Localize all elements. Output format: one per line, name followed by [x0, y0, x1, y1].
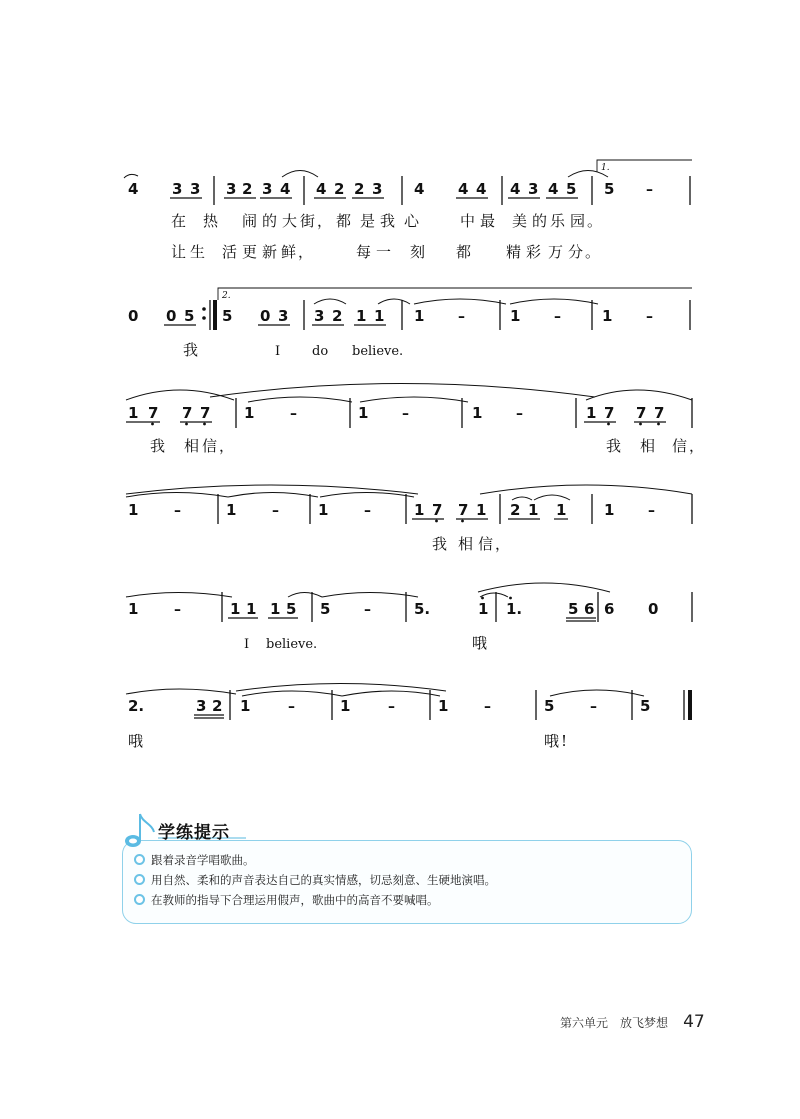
note: 7 — [636, 404, 647, 422]
low-octave-dot — [657, 423, 660, 426]
tie — [534, 495, 570, 500]
lyric: 我 — [606, 437, 624, 455]
note: 4 — [476, 180, 487, 198]
lyric: 哦! — [544, 732, 570, 750]
score-system-1 — [124, 160, 692, 261]
tie — [360, 397, 468, 402]
note-dash: – — [590, 699, 597, 715]
bullet-icon — [134, 854, 145, 865]
slur — [512, 497, 532, 500]
note-dash: – — [174, 503, 181, 519]
slur — [480, 485, 692, 494]
lyric: 闹 — [242, 212, 260, 230]
note: 1 — [246, 600, 257, 618]
lyric: 我 — [150, 437, 168, 455]
lyric: 信， — [672, 437, 707, 455]
note: 5 — [544, 697, 555, 715]
lyric: 分。 — [568, 243, 603, 261]
note: 3 — [262, 180, 273, 198]
note: 1 — [128, 501, 139, 519]
lyric: 都 — [336, 212, 354, 230]
lyric: 最 — [480, 212, 498, 230]
lyric: 生 — [190, 243, 208, 261]
note: 7 — [604, 404, 615, 422]
page-footer — [560, 1012, 705, 1032]
note-dash: – — [648, 503, 655, 519]
note: 5 — [604, 180, 615, 198]
tie — [288, 593, 322, 598]
note: 5 — [184, 307, 195, 325]
note: 7 — [182, 404, 193, 422]
lyric: 乐 — [550, 212, 568, 230]
lyric: 都 — [456, 243, 474, 261]
note-dash: – — [646, 182, 653, 198]
note: 7 — [432, 501, 443, 519]
note: 6 — [604, 600, 615, 618]
repeat-dot — [202, 316, 206, 320]
score-system-4 — [126, 485, 692, 553]
tie — [242, 691, 342, 696]
note: 5 — [320, 600, 331, 618]
note: 1 — [414, 307, 425, 325]
lyric: 在 — [171, 212, 189, 230]
note: 1 — [128, 600, 139, 618]
note: 1 — [528, 501, 539, 519]
tie — [320, 493, 414, 498]
note: 0 — [260, 307, 271, 325]
tips-title: 学练提示 — [158, 823, 230, 843]
tie — [322, 593, 418, 598]
lyric: believe. — [266, 637, 318, 652]
lyric: 每 — [356, 243, 374, 261]
low-octave-dot — [203, 423, 206, 426]
note: 1 — [586, 404, 597, 422]
note: 1 — [604, 501, 615, 519]
note: 3 — [196, 697, 207, 715]
note: 4 — [128, 180, 139, 198]
slur — [314, 299, 346, 304]
volta-label: 1. — [601, 163, 610, 173]
note: 4 — [548, 180, 559, 198]
note: 5 — [222, 307, 233, 325]
note: 4 — [414, 180, 425, 198]
lyric: 新 — [262, 243, 280, 261]
note: 1 — [556, 501, 567, 519]
tie — [480, 593, 508, 597]
volta-label: 2. — [222, 291, 231, 301]
bullet-icon — [134, 874, 145, 885]
lyric: 相 — [640, 437, 658, 455]
note-dash: – — [458, 309, 465, 325]
note: 5 — [568, 600, 579, 618]
note: 2 — [332, 307, 343, 325]
tie — [342, 691, 440, 696]
tie — [248, 397, 352, 402]
tie — [510, 299, 598, 304]
tie — [378, 299, 410, 304]
note: 1 — [438, 697, 449, 715]
lyric: 一 — [376, 243, 394, 261]
note-dash: – — [388, 699, 395, 715]
lyric: 信， — [478, 535, 513, 553]
note: 1 — [602, 307, 613, 325]
unit-title: 第六单元 放飞梦想 — [560, 1016, 669, 1030]
lyric: 更 — [242, 243, 260, 261]
lyric: 鲜， — [281, 243, 316, 261]
note-dash: – — [646, 309, 653, 325]
repeat-dot — [202, 307, 206, 311]
note: 1 — [374, 307, 385, 325]
lyric: 中 — [460, 212, 478, 230]
note-dash: – — [554, 309, 561, 325]
lyric: 让 — [171, 243, 189, 261]
slur — [236, 684, 446, 692]
note: 3 — [190, 180, 201, 198]
low-octave-dot — [185, 423, 188, 426]
note: 4 — [280, 180, 291, 198]
note: 2 — [510, 501, 521, 519]
note-dash: – — [484, 699, 491, 715]
note-dash: – — [288, 699, 295, 715]
note: 1 — [226, 501, 237, 519]
lyric: 的 — [262, 212, 280, 230]
lyric: I — [244, 637, 250, 652]
note: 5 — [286, 600, 297, 618]
note: 1 — [244, 404, 255, 422]
tie — [228, 493, 318, 498]
note-dash: – — [364, 503, 371, 519]
volta-bracket — [218, 288, 692, 300]
tie — [550, 690, 644, 696]
note: 7 — [654, 404, 665, 422]
note-dash: – — [272, 503, 279, 519]
low-octave-dot — [607, 423, 610, 426]
lyric: I — [275, 344, 281, 359]
note: 1 — [476, 501, 487, 519]
score-system-6 — [126, 684, 690, 751]
note: 1 — [510, 307, 521, 325]
slur — [478, 583, 610, 592]
lyric: 是 — [360, 212, 378, 230]
page-number: 47 — [683, 1012, 705, 1032]
lyric: 心 — [404, 212, 422, 230]
note: 1 — [230, 600, 241, 618]
tip-item — [134, 870, 496, 890]
note: 5 — [566, 180, 577, 198]
note: 4 — [316, 180, 327, 198]
note-dash: – — [402, 406, 409, 422]
volta-bracket — [597, 160, 692, 172]
high-octave-dot — [509, 597, 512, 600]
note: 5. — [414, 600, 431, 618]
note-dash: – — [174, 602, 181, 618]
note: 2 — [212, 697, 223, 715]
note: 1 — [472, 404, 483, 422]
note: 1 — [478, 600, 489, 618]
note: 2 — [334, 180, 345, 198]
note: 3 — [172, 180, 183, 198]
note: 2 — [354, 180, 365, 198]
note-dash: – — [516, 406, 523, 422]
note: 3 — [314, 307, 325, 325]
note: 1 — [358, 404, 369, 422]
lyric: 大 — [282, 212, 300, 230]
slur — [126, 390, 234, 400]
note: 2. — [128, 697, 145, 715]
note: 3 — [372, 180, 383, 198]
note-dash: – — [290, 406, 297, 422]
note: 3 — [226, 180, 237, 198]
lyric: 哦 — [128, 732, 146, 750]
lyric: 街， — [300, 212, 335, 230]
low-octave-dot — [151, 423, 154, 426]
note: 1 — [270, 600, 281, 618]
note: 3 — [278, 307, 289, 325]
note: 7 — [200, 404, 211, 422]
lyric: 我 — [183, 341, 201, 359]
score-system-2 — [128, 288, 692, 359]
note: 0 — [128, 307, 139, 325]
lyric: 热 — [203, 212, 221, 230]
note: 4 — [510, 180, 521, 198]
lyric: 相 — [184, 437, 202, 455]
lyric: 哦 — [472, 634, 490, 652]
note: 6 — [584, 600, 595, 618]
note: 5 — [640, 697, 651, 715]
tips-list — [134, 850, 496, 910]
slur — [210, 384, 595, 398]
note: 1 — [356, 307, 367, 325]
slur — [586, 390, 692, 400]
note: 1 — [240, 697, 251, 715]
high-octave-dot — [481, 597, 484, 600]
tip-text: 在教师的指导下合理运用假声，歌曲中的高音不要喊唱。 — [151, 893, 439, 907]
lyric: do — [312, 344, 329, 359]
tie — [126, 593, 232, 598]
note: 1. — [506, 600, 523, 618]
low-octave-dot — [461, 520, 464, 523]
tie — [126, 493, 228, 498]
lyric: believe. — [352, 344, 404, 359]
score-system-3 — [126, 384, 706, 456]
lyric: 的 — [532, 212, 550, 230]
lyric: 我 — [432, 535, 450, 553]
tip-text: 跟着录音学唱歌曲。 — [151, 853, 255, 867]
note: 7 — [458, 501, 469, 519]
lyric: 美 — [512, 212, 530, 230]
tip-text: 用自然、柔和的声音表达自己的真实情感，切忌刻意、生硬地演唱。 — [151, 873, 496, 887]
lyric: 相 — [458, 535, 476, 553]
lyric: 信， — [202, 437, 237, 455]
note: 1 — [128, 404, 139, 422]
low-octave-dot — [435, 520, 438, 523]
tip-item — [134, 890, 496, 910]
low-octave-dot — [639, 423, 642, 426]
lyric: 园。 — [570, 212, 605, 230]
note: 2 — [242, 180, 253, 198]
note: 7 — [148, 404, 159, 422]
bullet-icon — [134, 894, 145, 905]
tie — [124, 174, 138, 178]
tie — [414, 299, 506, 304]
note: 4 — [458, 180, 469, 198]
lyric: 万 — [548, 243, 566, 261]
lyric: 活 — [222, 243, 240, 261]
lyric: 精 — [506, 243, 524, 261]
note: 0 — [166, 307, 177, 325]
score-system-5 — [126, 583, 692, 652]
lyric: 彩 — [526, 243, 544, 261]
lyric: 我 — [380, 212, 398, 230]
note: 0 — [648, 600, 659, 618]
tie — [126, 689, 236, 694]
note: 1 — [340, 697, 351, 715]
tie — [282, 171, 318, 178]
tip-item — [134, 850, 496, 870]
note-dash: – — [364, 602, 371, 618]
lyric: 刻 — [410, 243, 428, 261]
note: 1 — [414, 501, 425, 519]
note: 1 — [318, 501, 329, 519]
note: 3 — [528, 180, 539, 198]
